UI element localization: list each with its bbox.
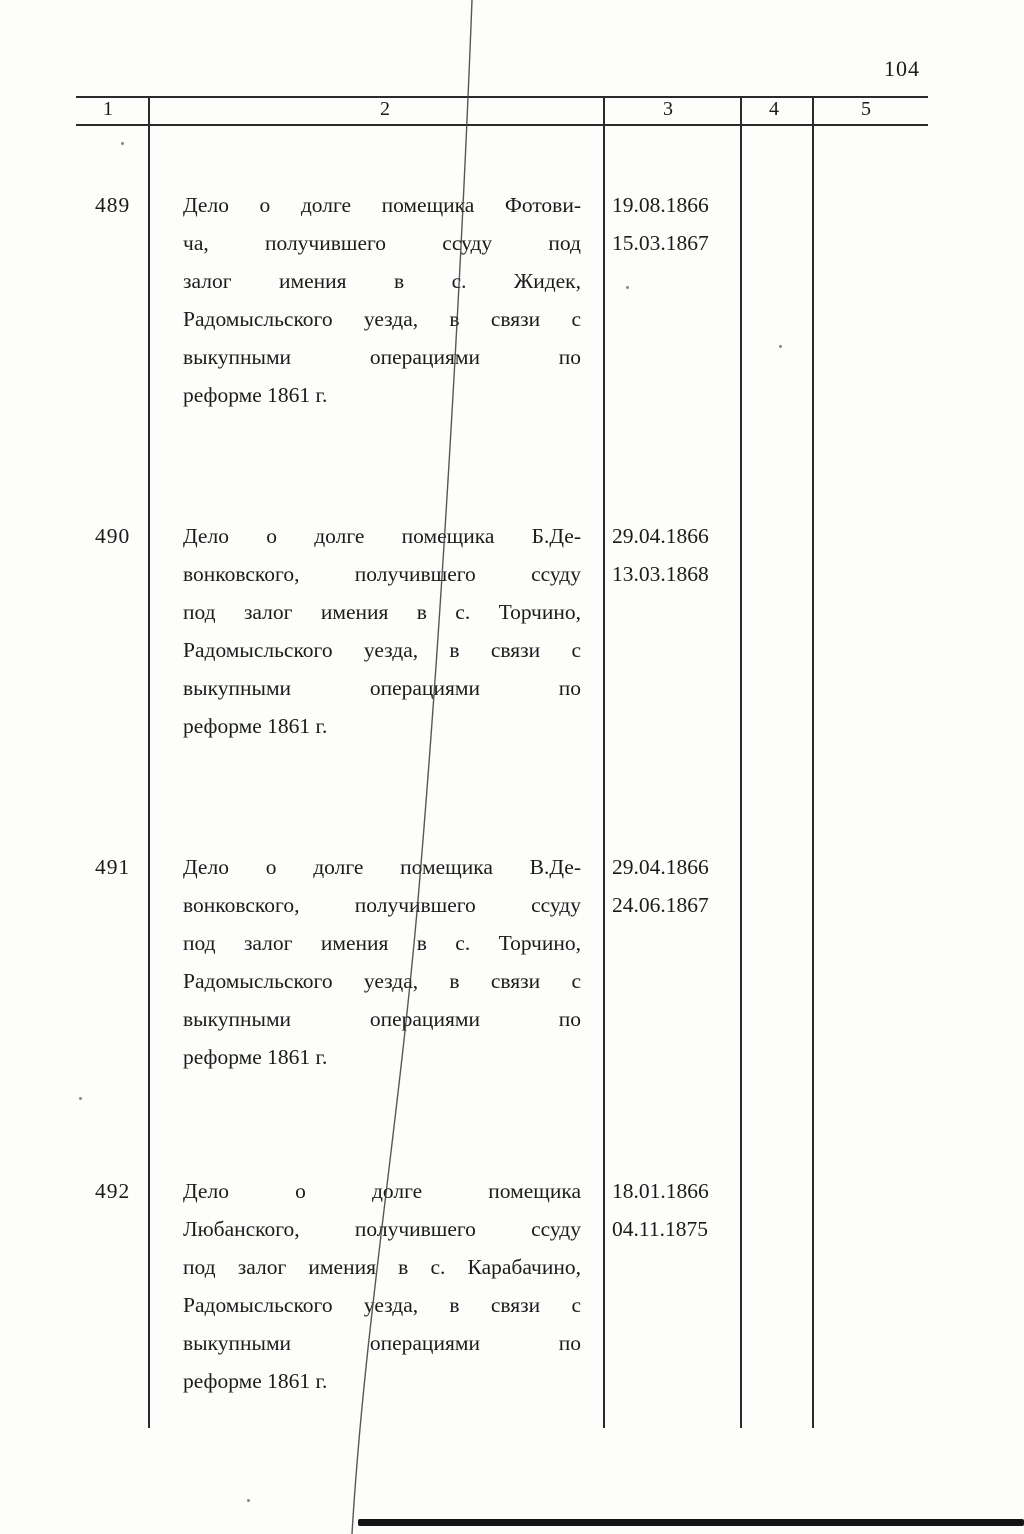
description-line: выкупными операциями по: [183, 345, 581, 369]
column-divider-2: [603, 96, 605, 1428]
scan-edge-artifact: [358, 1519, 1024, 1526]
scan-speckle: [121, 142, 124, 145]
description-line: Радомысльского уезда, в связи с: [183, 969, 581, 993]
description-line: выкупными операциями по: [183, 1331, 581, 1355]
description-line: под залог имения в с. Торчино,: [183, 931, 581, 955]
scan-speckle: [79, 1097, 82, 1100]
description-line: реформе 1861 г.: [183, 1045, 328, 1069]
description-line: вонковского, получившего ссуду: [183, 562, 581, 586]
row-number: 489: [95, 193, 131, 217]
description-line: залог имения в с. Жидек,: [183, 269, 581, 293]
column-header-4: 4: [769, 98, 779, 120]
description-line: под залог имения в с. Карабачино,: [183, 1255, 581, 1279]
description-line: реформе 1861 г.: [183, 1369, 328, 1393]
row-number: 491: [95, 855, 131, 879]
row-number: 492: [95, 1179, 131, 1203]
row-description: [183, 848, 581, 1076]
description-line: Радомысльского уезда, в связи с: [183, 638, 581, 662]
row-dates: [612, 1172, 738, 1248]
description-line: Радомысльского уезда, в связи с: [183, 307, 581, 331]
description-line: вонковского, получившего ссуду: [183, 893, 581, 917]
description-line: реформе 1861 г.: [183, 714, 328, 738]
scan-speckle: [779, 345, 782, 348]
description-line: ча, получившего ссуду под: [183, 231, 581, 255]
date: 29.04.1866: [612, 855, 709, 879]
date: 29.04.1866: [612, 524, 709, 548]
table-top-rule: [76, 96, 928, 98]
column-divider-1: [148, 96, 150, 1428]
description-line: Дело о долге помещика В.Де-: [183, 855, 581, 879]
column-divider-4: [812, 96, 814, 1428]
description-line: выкупными операциями по: [183, 1007, 581, 1031]
date: 04.11.1875: [612, 1217, 708, 1241]
row-dates: [612, 186, 738, 262]
description-line: Любанского, получившего ссуду: [183, 1217, 581, 1241]
description-line: под залог имения в с. Торчино,: [183, 600, 581, 624]
description-line: Дело о долге помещика Б.Де-: [183, 524, 581, 548]
description-line: Радомысльского уезда, в связи с: [183, 1293, 581, 1317]
column-divider-3: [740, 96, 742, 1428]
row-number: 490: [95, 524, 131, 548]
row-description: [183, 186, 581, 414]
scan-speckle: [247, 1499, 250, 1502]
table-header-rule: [76, 124, 928, 126]
date: 13.03.1868: [612, 562, 709, 586]
date: 19.08.1866: [612, 193, 709, 217]
row-description: [183, 1172, 581, 1400]
date: 24.06.1867: [612, 893, 709, 917]
row-dates: [612, 517, 738, 593]
description-line: Дело о долге помещика Фотови-: [183, 193, 581, 217]
date: 18.01.1866: [612, 1179, 709, 1203]
date: 15.03.1867: [612, 231, 709, 255]
page-number: 104: [884, 56, 920, 81]
description-line: выкупными операциями по: [183, 676, 581, 700]
scan-speckle: [626, 286, 629, 289]
row-dates: [612, 848, 738, 924]
row-description: [183, 517, 581, 745]
column-header-5: 5: [861, 98, 871, 120]
column-header-1: 1: [103, 98, 113, 120]
description-line: реформе 1861 г.: [183, 383, 328, 407]
column-header-2: 2: [380, 98, 390, 120]
column-header-3: 3: [663, 98, 673, 120]
description-line: Дело о долге помещика: [183, 1179, 581, 1203]
